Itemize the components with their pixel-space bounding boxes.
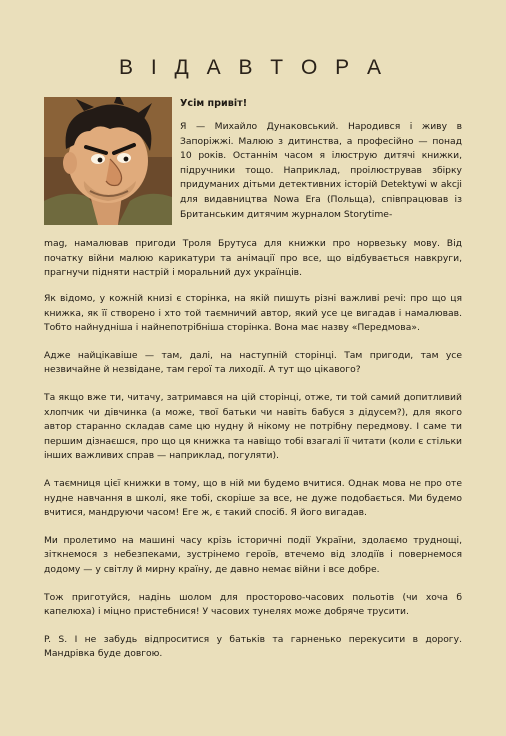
- paragraph: Адже найцікавіше — там, далі, на наступній сторінці. Там пригоди, там усе незвичайне й незвідане, там герої та лиходії. А тут що цікавого?: [44, 349, 462, 376]
- author-caricature-icon: [44, 97, 172, 225]
- paragraph: Як відомо, у кожній книзі є сторінка, на якій пишуть різні важливі речі: про що ця книжка, як її створено і хто той таємничий автор, який усе це вигадав і намалював. Тобто найнудніша і найнепотрібніша сторінка. Вона має назву «Передмова».: [44, 293, 462, 334]
- intro-paragraph-part2: mag, намалював пригоди Троля Брутуса для книжки про норвезьку мову. Від початку війни малюю карикатури та анімації про все, що відбувається навкруги, прагнучи підняти настрій і моральний дух українців.: [44, 238, 462, 279]
- intro-paragraph-part1: Я — Михайло Дунаковський. Народився і живу в Запоріжжі. Малюю з дитинства, а професійно — понад 10 років. Останнім часом я ілюструю дитячі книжки, підручники тощо. Наприклад, проілюстрував збірку придуманих дітьми детективних історій Detektywi w akcji для видавництва Nowa Era (Польща), співпрацював із Британським дитячим журналом Storytime-: [180, 121, 462, 220]
- greeting: Усім привіт!: [180, 98, 248, 109]
- paragraph: Ми пролетимо на машині часу крізь історичні події України, здолаємо труднощі, зіткнемося з небезпеками, зустрінемо героїв, втечемо від злодіїв і повернемося додому — у світлу й мирну країну, де давно немає війни і все добре.: [44, 534, 462, 575]
- paragraph: А таємниця цієї книжки в тому, що в ній ми будемо вчитися. Однак мова не про оте нудне навчання в школі, яке тобі, скоріше за все, не дуже подобається. Ми будемо вчитися, мандруючи часом! Еге ж, є такий спосіб. Я його вигадав.: [44, 477, 462, 519]
- paragraph: Та якщо вже ти, читачу, затримався на цій сторінці, отже, ти той самий допитливий хлопчик чи дівчинка (а може, твої батьки чи навіть бабуся з дідусем?), для якого автор старанно складав саме цю нудну й нікому не потрібну передмову. І саме ти першим дізнаєшся, про що ця книжка та навіщо тобі взагалі її читати (коли є стільки інших важливих справ — наприклад, погуляти).: [44, 391, 462, 462]
- page-title: В І Д А В Т О Р А: [119, 56, 387, 79]
- paragraph: P. S. І не забудь відпроситися у батьків та гарненько перекусити в дорогу. Мандрівка буде довгою.: [44, 633, 462, 660]
- author-portrait: [44, 97, 172, 225]
- paragraph: Тож приготуйся, надінь шолом для просторово-часових польотів (чи хоча б капелюха) і міцно пристебнися! У часових тунелях може добряче трусити.: [44, 591, 462, 618]
- body-text: [44, 292, 462, 675]
